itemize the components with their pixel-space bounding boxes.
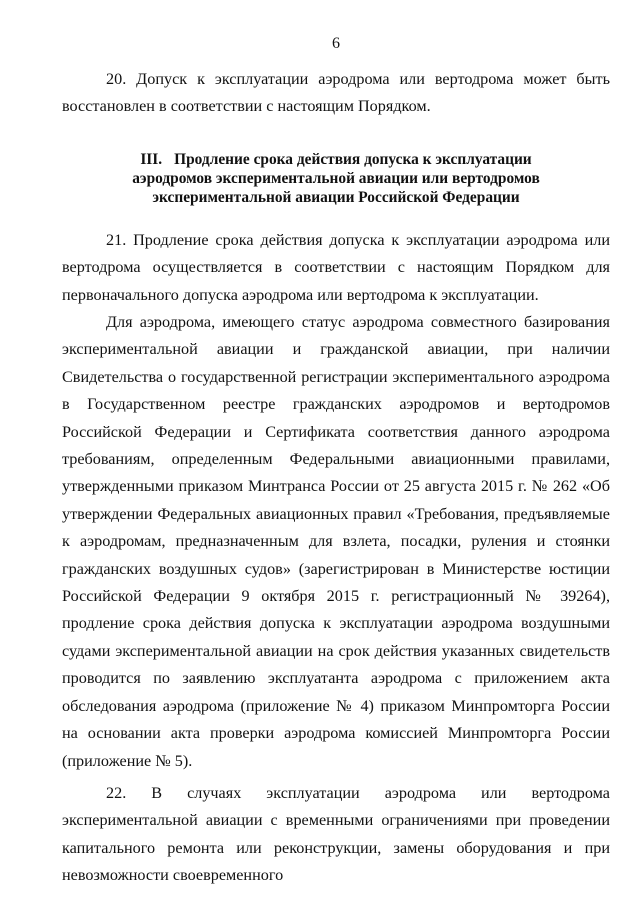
section-heading (62, 150, 610, 207)
paragraph-21-continuation: Для аэродрома, имеющего статус аэродрома совместного базирования экспериментальной авиации и гражданской авиации, при наличии Свидетельства о государственной регистрации экспериментального аэродрома в Государственном реестре гражданских аэродромов и вертодромов Российской Федерации и Сертификата соответствия данного аэродрома требованиям, определенным Федеральными авиационными правилами, утвержденными приказом Минтранса России от 25 августа 2015 г. № 262 «Об утверждении Федеральных авиационных правил «Требования, предъявляемые к аэродромам, предназначенным для взлета, посадки, руления и стоянки гражданских воздушных судов» (зарегистрирован в Министерстве юстиции Российской Федерации 9 октября 2015 г. регистрационный № 39264), продление срока действия допуска к эксплуатации аэродрома воздушными судами экспериментальной авиации на срок действия указанных свидетельств проводится по заявлению эксплуатанта аэродрома с приложением акта обследования аэродрома (приложение № 4) приказом Минпромторга России на основании акта проверки аэродрома комиссией Минпромторга России (приложение № 5). (62, 313, 610, 770)
section-title-line-2: аэродромов экспериментальной авиации или вертодромов (132, 170, 540, 187)
paragraph-22: 22. В случаях эксплуатации аэродрома или вертодрома экспериментальной авиации с временными ограничениями при проведении капитального ремонта или реконструкции, замены оборудования и при невозможности своевременного (62, 784, 610, 885)
paragraph-20: 20. Допуск к эксплуатации аэродрома или вертодрома может быть восстановлен в соответствии с настоящим Порядком. (62, 70, 610, 116)
section-title-line-3: экспериментальной авиации Российской Федерации (152, 189, 520, 206)
section-number: III. (140, 151, 163, 168)
paragraph-21: 21. Продление срока действия допуска к эксплуатации аэродрома или вертодрома осуществляется в соответствии с настоящим Порядком для первоначального допуска аэродрома или вертодрома к эксплуатации. (62, 231, 610, 304)
section-heading-line-1 (62, 150, 610, 169)
section-title-line-1: Продление срока действия допуска к эксплуатации (174, 151, 532, 168)
page-number: 6 (332, 35, 340, 52)
